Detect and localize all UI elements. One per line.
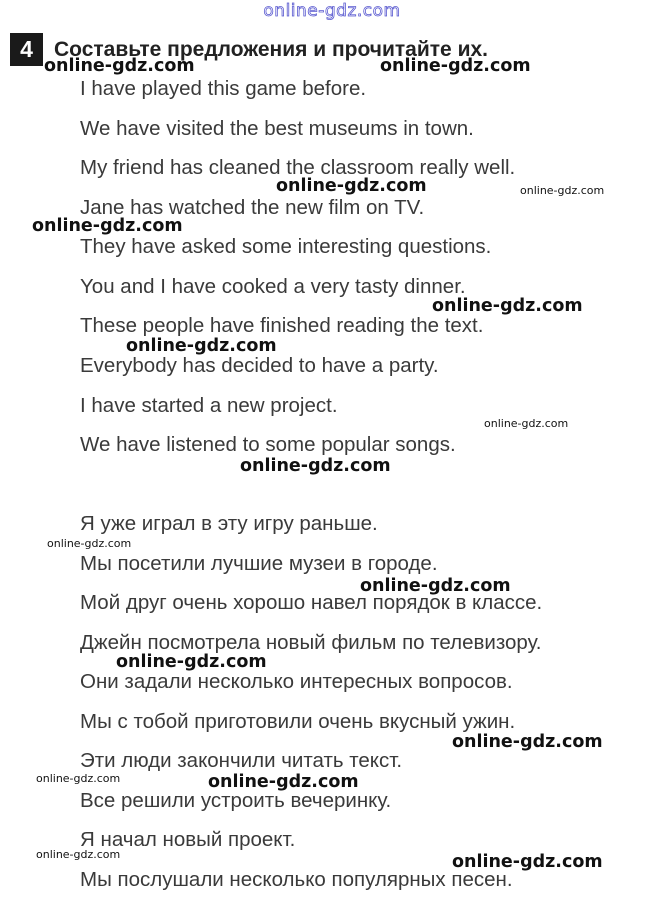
watermark: online-gdz.com — [360, 576, 511, 596]
english-sentence: Jane has watched the new film on TV. — [80, 196, 425, 219]
russian-sentence: Все решили устроить вечеринку. — [80, 789, 392, 812]
watermark: online-gdz.com — [126, 336, 277, 356]
task-number-badge: 4 — [10, 33, 43, 66]
watermark: online-gdz.com — [276, 176, 427, 196]
watermark: online-gdz.com — [432, 296, 583, 316]
russian-sentence: Мы посетили лучшие музеи в городе. — [80, 552, 438, 575]
english-sentence: I have played this game before. — [80, 77, 367, 100]
english-sentence: I have started a new project. — [80, 394, 338, 417]
watermark: online-gdz.com — [452, 732, 603, 752]
english-sentence: Everybody has decided to have a party. — [80, 354, 439, 377]
watermark: online-gdz.com — [208, 772, 359, 792]
russian-sentence: Эти люди закончили читать текст. — [80, 749, 403, 772]
russian-sentence: Джейн посмотрела новый фильм по телевизору. — [80, 631, 542, 654]
english-sentence: We have listened to some popular songs. — [80, 433, 456, 456]
russian-sentence: Мы послушали несколько популярных песен. — [80, 868, 513, 891]
watermark: online-gdz.com — [47, 537, 132, 550]
russian-sentence: Они задали несколько интересных вопросов. — [80, 670, 513, 693]
russian-sentence: Мы с тобой приготовили очень вкусный ужин. — [80, 710, 516, 733]
watermark: online-gdz.com — [240, 456, 391, 476]
watermark: online-gdz.com — [44, 56, 195, 76]
task-title: Составьте предложения и прочитайте их. — [54, 38, 488, 61]
russian-sentence: Мой друг очень хорошо навел порядок в классе. — [80, 591, 543, 614]
watermark: online-gdz.com — [116, 652, 267, 672]
watermark: online-gdz.com — [36, 848, 121, 861]
watermark: online-gdz.com — [32, 216, 183, 236]
english-sentence: My friend has cleaned the classroom really well. — [80, 156, 516, 179]
watermark: online-gdz.com — [380, 56, 531, 76]
watermark: online-gdz.com — [520, 184, 605, 197]
site-watermark-top: online-gdz.com — [263, 1, 401, 21]
english-sentence: We have visited the best museums in town. — [80, 117, 474, 140]
watermark: online-gdz.com — [36, 772, 121, 785]
russian-sentence: Я начал новый проект. — [80, 828, 296, 851]
watermark: online-gdz.com — [452, 852, 603, 872]
watermark: online-gdz.com — [484, 417, 569, 430]
english-sentence: These people have finished reading the text. — [80, 314, 484, 337]
english-sentence: You and I have cooked a very tasty dinner. — [80, 275, 466, 298]
english-sentence: They have asked some interesting questions. — [80, 235, 492, 258]
russian-sentence: Я уже играл в эту игру раньше. — [80, 512, 378, 535]
